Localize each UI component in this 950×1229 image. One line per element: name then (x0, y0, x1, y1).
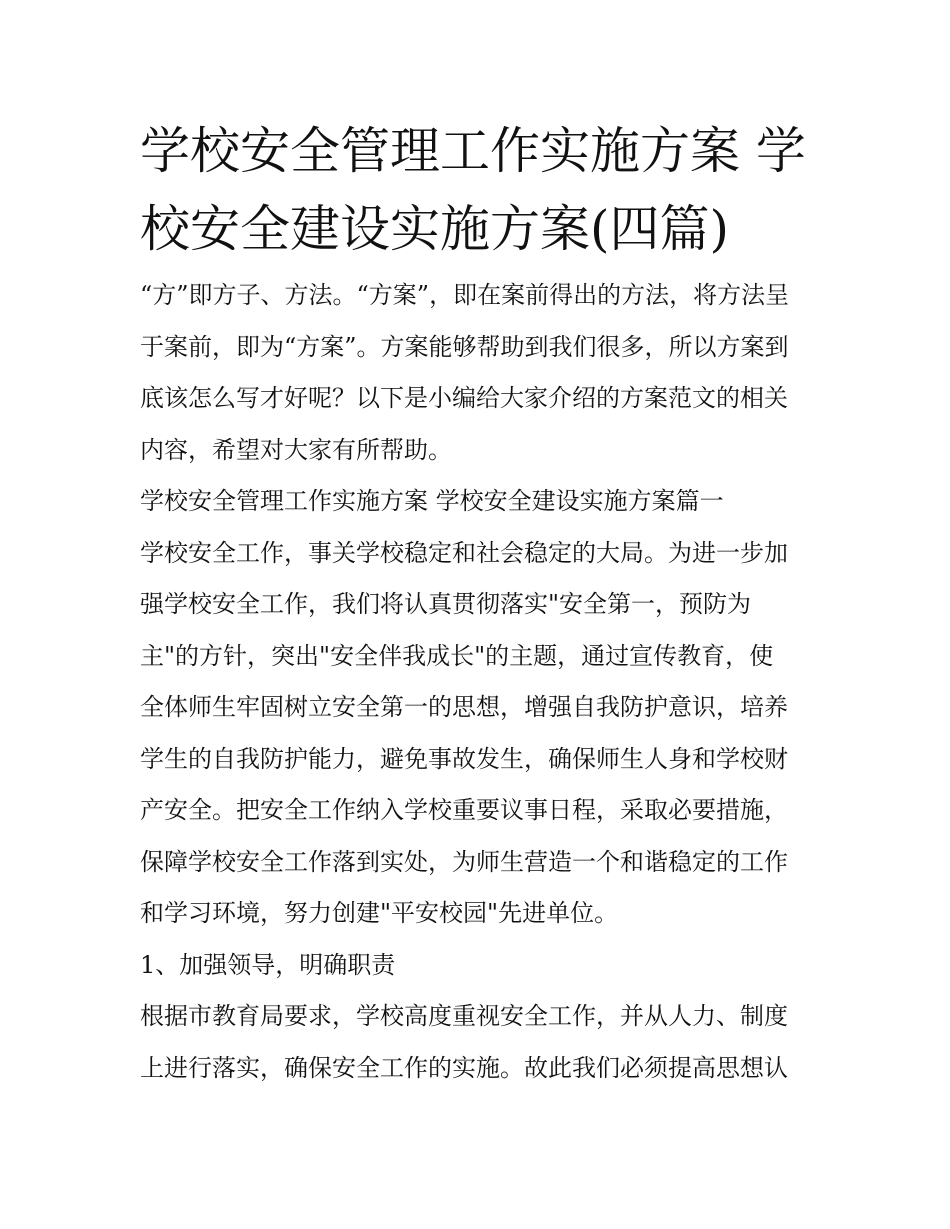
intro-line-1: “方”即方子、方法。“方案”，即在案前得出的方法，将方法呈 (140, 281, 790, 309)
intro-line-4: 内容，希望对大家有所帮助。 (140, 435, 452, 464)
subheading: 1、加强领导，明确职责 (140, 950, 396, 979)
document-page (140, 112, 820, 1094)
section-body-line-8: 和学习环境，努力创建"平安校园"先进单位。 (140, 899, 619, 927)
title-line-2: 校安全建设实施方案(四篇) (140, 200, 730, 258)
title-line-1: 学校安全管理工作实施方案 学 (140, 122, 806, 180)
sub-body-line-1: 根据市教育局要求，学校高度重视安全工作，并从人力、制度 (140, 1002, 788, 1030)
sub-body-line-2: 上进行落实，确保安全工作的实施。故此我们必须提高思想认 (140, 1053, 788, 1082)
intro-line-2: 于案前，即为“方案”。方案能够帮助到我们很多，所以方案到 (140, 332, 789, 361)
sub-body-paragraph (140, 991, 820, 1094)
document-title (140, 112, 820, 268)
section-heading: 学校安全管理工作实施方案 学校安全建设实施方案篇一 (140, 487, 724, 515)
section-body-line-4: 全体师生牢固树立安全第一的思想，增强自我防护意识，培养 (140, 693, 788, 721)
section-body-line-5: 学生的自我防护能力，避免事故发生，确保师生人身和学校财 (140, 744, 788, 773)
section-body-line-2: 强学校安全工作，我们将认真贯彻落实"安全第一，预防为 (140, 590, 752, 618)
section-body-line-6: 产安全。把安全工作纳入学校重要议事日程，采取必要措施， (140, 796, 788, 824)
section-body-paragraph (140, 528, 820, 940)
intro-line-3: 底该怎么写才好呢？以下是小编给大家介绍的方案范文的相关 (140, 384, 788, 412)
section-body-line-3: 主"的方针，突出"安全伴我成长"的主题，通过宣传教育，使 (140, 641, 774, 670)
section-body-line-7: 保障学校安全工作落到实处，为师生营造一个和谐稳定的工作 (140, 847, 788, 876)
intro-paragraph (140, 270, 820, 476)
section-body-line-1: 学校安全工作，事关学校稳定和社会稳定的大局。为进一步加 (140, 538, 788, 567)
